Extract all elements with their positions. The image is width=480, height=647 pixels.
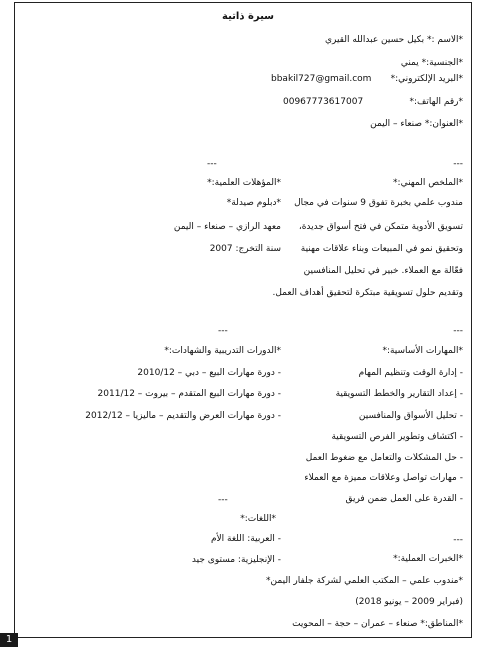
nationality-line: *الجنسية:* يمني (400, 58, 463, 68)
document-page (14, 2, 472, 638)
phone-label: *رقم الهاتف:* (409, 97, 463, 107)
skill-item: - اكتشاف وتطوير الفرص التسويقية (331, 432, 463, 442)
summary-heading: *الملخص المهني:* (393, 178, 463, 188)
name-line: *الاسم :* بكيل حسين عبدالله القيري (324, 35, 463, 45)
phone-value: 00967773617007 (283, 97, 364, 107)
summary-line: وتقديم حلول تسويقية مبتكرة لتحقيق أهداف العمل. (272, 288, 463, 298)
cv-title: سيرة ذاتية (222, 11, 274, 22)
separator-experience: --- (453, 535, 463, 545)
courses-heading: *الدورات التدريبية والشهادات:* (164, 346, 281, 356)
experience-heading: *الخبرات العملية:* (393, 554, 463, 564)
degree-line: *دبلوم صيدلة* (226, 198, 281, 208)
skill-item: - تحليل الأسواق والمنافسين (358, 411, 463, 421)
skills-heading: *المهارات الأساسية:* (382, 346, 463, 356)
skill-item: - إعداد التقارير والخطط التسويقية (335, 389, 463, 399)
skill-item: - إدارة الوقت وتنظيم المهام (358, 368, 463, 378)
address-line: *العنوان:* صنعاء – اليمن (370, 119, 463, 129)
course-item: - دورة مهارات البيع المتقدم – بيروت – 2011/12 (97, 389, 281, 399)
email-label: *البريد الإلكتروني:* (390, 74, 463, 84)
institute-line: معهد الرازي – صنعاء – اليمن (173, 222, 281, 232)
graduation-year-line: سنة التخرج: 2007 (209, 244, 281, 254)
skill-item: - القدرة على العمل ضمن فريق (345, 494, 463, 504)
separator-courses: --- (218, 326, 228, 336)
skill-item: - مهارات تواصل وعلاقات مميزة مع العملاء (304, 473, 463, 483)
languages-heading: *اللغات:* (240, 514, 276, 524)
qualifications-heading: *المؤهلات العلمية:* (207, 178, 281, 188)
summary-line: تسويق الأدوية متمكن في فتح أسواق جديدة، (298, 222, 463, 232)
job-period-line: (فبراير 2009 – يونيو 2018) (355, 597, 463, 607)
separator-qualifications: --- (207, 159, 217, 169)
job-title-line: *مندوب علمي – المكتب العلمي لشركة جلفار اليمن* (266, 576, 463, 586)
job-areas-line: *المناطق:* صنعاء – عمران – حجة – المحويت (292, 619, 463, 629)
language-item: - الإنجليزية: مستوى جيد (191, 555, 281, 565)
summary-line: وتحقيق نمو في المبيعات وبناء علاقات مهنية (300, 244, 463, 254)
email-value: bbakil727@gmail.com (271, 74, 372, 84)
language-item: - العربية: اللغة الأم (210, 534, 281, 544)
course-item: - دورة مهارات العرض والتقديم – ماليزيا – 2012/12 (85, 411, 281, 421)
separator-summary: --- (453, 159, 463, 169)
separator-skills: --- (453, 326, 463, 336)
course-item: - دورة مهارات البيع – دبي – 2010/12 (137, 368, 281, 378)
summary-line: فعّالة مع العملاء. خبير في تحليل المنافسين (303, 266, 463, 276)
summary-line: مندوب علمي بخبرة تفوق 9 سنوات في مجال (294, 198, 463, 208)
page-number-badge: 1 (0, 633, 18, 647)
separator-languages: --- (218, 495, 228, 505)
skill-item: - حل المشكلات والتعامل مع ضغوط العمل (305, 453, 463, 463)
